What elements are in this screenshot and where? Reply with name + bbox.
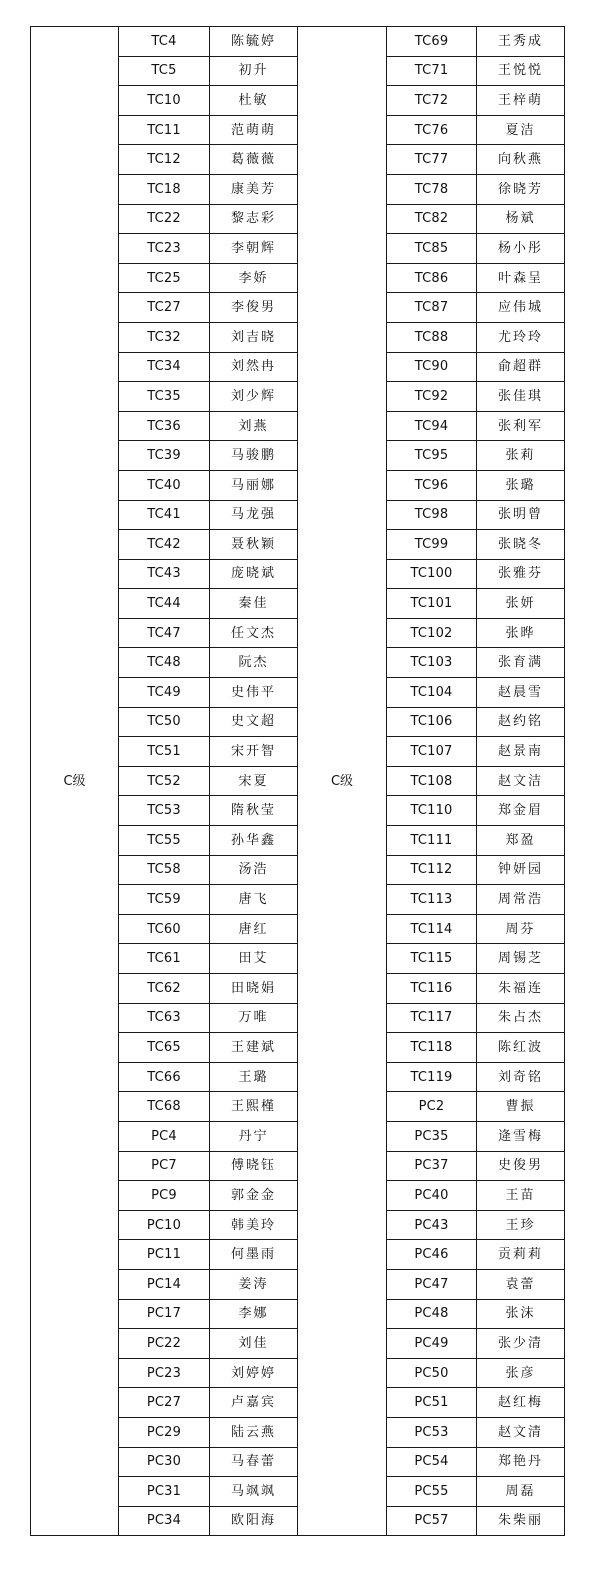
right-code-cell: TC88: [387, 322, 477, 352]
left-name-cell: 陈毓婷: [210, 27, 298, 57]
right-name-cell: 袁蕾: [477, 1269, 565, 1299]
left-name-cell: 丹宁: [210, 1121, 298, 1151]
right-grade-cell: C级: [298, 27, 387, 1536]
right-code-cell: TC119: [387, 1062, 477, 1092]
left-code-cell: TC50: [119, 707, 210, 737]
left-code-cell: PC29: [119, 1417, 210, 1447]
right-code-cell: TC95: [387, 441, 477, 471]
right-name-cell: 贡莉莉: [477, 1240, 565, 1270]
left-grade-cell: C级: [31, 27, 119, 1536]
left-name-cell: 韩美玲: [210, 1210, 298, 1240]
right-code-cell: TC110: [387, 796, 477, 826]
left-code-cell: PC11: [119, 1240, 210, 1270]
right-name-cell: 赵红梅: [477, 1388, 565, 1418]
right-name-cell: 张莉: [477, 441, 565, 471]
right-code-cell: TC78: [387, 174, 477, 204]
right-name-cell: 郑盈: [477, 826, 565, 856]
left-name-cell: 刘佳: [210, 1329, 298, 1359]
left-name-cell: 初升: [210, 56, 298, 86]
table-row: [31, 27, 565, 57]
left-code-cell: TC27: [119, 293, 210, 323]
right-code-cell: PC37: [387, 1151, 477, 1181]
left-code-cell: TC68: [119, 1092, 210, 1122]
left-name-cell: 孙华鑫: [210, 826, 298, 856]
left-code-cell: TC53: [119, 796, 210, 826]
left-code-cell: TC62: [119, 974, 210, 1004]
right-code-cell: TC82: [387, 204, 477, 234]
roster-body: [31, 27, 565, 1536]
right-code-cell: TC117: [387, 1003, 477, 1033]
right-name-cell: 向秋燕: [477, 145, 565, 175]
right-name-cell: 赵文洁: [477, 766, 565, 796]
left-name-cell: 李娇: [210, 263, 298, 293]
left-name-cell: 何墨雨: [210, 1240, 298, 1270]
right-code-cell: TC90: [387, 352, 477, 382]
left-code-cell: TC61: [119, 944, 210, 974]
right-code-cell: PC49: [387, 1329, 477, 1359]
left-code-cell: TC22: [119, 204, 210, 234]
left-name-cell: 史文超: [210, 707, 298, 737]
left-code-cell: PC9: [119, 1181, 210, 1211]
right-name-cell: 张利军: [477, 411, 565, 441]
right-code-cell: PC51: [387, 1388, 477, 1418]
left-name-cell: 刘少辉: [210, 382, 298, 412]
right-name-cell: 周磊: [477, 1477, 565, 1507]
right-code-cell: PC55: [387, 1477, 477, 1507]
right-name-cell: 杨小彤: [477, 234, 565, 264]
right-name-cell: 张明曾: [477, 500, 565, 530]
left-name-cell: 黎志彩: [210, 204, 298, 234]
left-name-cell: 葛薇薇: [210, 145, 298, 175]
left-name-cell: 郭金金: [210, 1181, 298, 1211]
left-code-cell: TC41: [119, 500, 210, 530]
right-code-cell: TC112: [387, 855, 477, 885]
left-code-cell: TC34: [119, 352, 210, 382]
right-code-cell: PC57: [387, 1506, 477, 1536]
left-code-cell: TC49: [119, 678, 210, 708]
right-name-cell: 夏洁: [477, 115, 565, 145]
right-name-cell: 王秀成: [477, 27, 565, 57]
right-name-cell: 王苗: [477, 1181, 565, 1211]
right-code-cell: TC94: [387, 411, 477, 441]
right-name-cell: 周常浩: [477, 885, 565, 915]
left-code-cell: TC40: [119, 470, 210, 500]
right-code-cell: TC87: [387, 293, 477, 323]
right-name-cell: 王梓萌: [477, 86, 565, 116]
left-name-cell: 刘吉晓: [210, 322, 298, 352]
left-name-cell: 李娜: [210, 1299, 298, 1329]
left-name-cell: 任文杰: [210, 618, 298, 648]
right-name-cell: 张妍: [477, 589, 565, 619]
left-name-cell: 马骏鹏: [210, 441, 298, 471]
left-name-cell: 王熙槿: [210, 1092, 298, 1122]
left-name-cell: 傅晓钰: [210, 1151, 298, 1181]
left-name-cell: 阮杰: [210, 648, 298, 678]
right-code-cell: TC108: [387, 766, 477, 796]
left-name-cell: 田晓娟: [210, 974, 298, 1004]
right-name-cell: 王悦悦: [477, 56, 565, 86]
right-code-cell: PC35: [387, 1121, 477, 1151]
left-code-cell: TC47: [119, 618, 210, 648]
left-code-cell: TC23: [119, 234, 210, 264]
right-code-cell: PC2: [387, 1092, 477, 1122]
left-name-cell: 姜涛: [210, 1269, 298, 1299]
right-name-cell: 曹振: [477, 1092, 565, 1122]
right-code-cell: TC69: [387, 27, 477, 57]
right-name-cell: 张佳琪: [477, 382, 565, 412]
right-code-cell: TC115: [387, 944, 477, 974]
left-code-cell: TC63: [119, 1003, 210, 1033]
left-name-cell: 范萌萌: [210, 115, 298, 145]
left-code-cell: PC23: [119, 1358, 210, 1388]
right-name-cell: 尤玲玲: [477, 322, 565, 352]
right-code-cell: TC101: [387, 589, 477, 619]
right-code-cell: TC92: [387, 382, 477, 412]
right-code-cell: PC48: [387, 1299, 477, 1329]
roster-table: [30, 26, 565, 1536]
left-code-cell: TC35: [119, 382, 210, 412]
left-code-cell: PC17: [119, 1299, 210, 1329]
right-name-cell: 陈红波: [477, 1033, 565, 1063]
left-name-cell: 康美芳: [210, 174, 298, 204]
left-name-cell: 史伟平: [210, 678, 298, 708]
right-code-cell: TC85: [387, 234, 477, 264]
right-code-cell: TC76: [387, 115, 477, 145]
left-name-cell: 隋秋莹: [210, 796, 298, 826]
left-code-cell: PC31: [119, 1477, 210, 1507]
left-name-cell: 欧阳海: [210, 1506, 298, 1536]
right-code-cell: TC116: [387, 974, 477, 1004]
right-name-cell: 张晓冬: [477, 530, 565, 560]
right-code-cell: TC114: [387, 914, 477, 944]
left-name-cell: 马龙强: [210, 500, 298, 530]
left-name-cell: 陆云燕: [210, 1417, 298, 1447]
left-name-cell: 王璐: [210, 1062, 298, 1092]
left-name-cell: 刘燕: [210, 411, 298, 441]
right-code-cell: PC46: [387, 1240, 477, 1270]
right-code-cell: TC104: [387, 678, 477, 708]
right-name-cell: 俞超群: [477, 352, 565, 382]
right-name-cell: 徐晓芳: [477, 174, 565, 204]
right-name-cell: 赵约铭: [477, 707, 565, 737]
right-code-cell: TC107: [387, 737, 477, 767]
left-name-cell: 唐红: [210, 914, 298, 944]
left-code-cell: PC4: [119, 1121, 210, 1151]
left-code-cell: TC25: [119, 263, 210, 293]
right-name-cell: 张育满: [477, 648, 565, 678]
left-code-cell: PC30: [119, 1447, 210, 1477]
left-code-cell: TC51: [119, 737, 210, 767]
right-code-cell: PC47: [387, 1269, 477, 1299]
left-code-cell: PC7: [119, 1151, 210, 1181]
right-name-cell: 周芬: [477, 914, 565, 944]
right-name-cell: 史俊男: [477, 1151, 565, 1181]
right-code-cell: TC100: [387, 559, 477, 589]
right-name-cell: 郑艳丹: [477, 1447, 565, 1477]
right-name-cell: 张璐: [477, 470, 565, 500]
right-code-cell: TC113: [387, 885, 477, 915]
right-code-cell: PC50: [387, 1358, 477, 1388]
left-name-cell: 汤浩: [210, 855, 298, 885]
left-name-cell: 聂秋颖: [210, 530, 298, 560]
right-name-cell: 王珍: [477, 1210, 565, 1240]
right-code-cell: TC96: [387, 470, 477, 500]
left-code-cell: TC11: [119, 115, 210, 145]
right-name-cell: 逄雪梅: [477, 1121, 565, 1151]
left-name-cell: 卢嘉宾: [210, 1388, 298, 1418]
left-name-cell: 王建斌: [210, 1033, 298, 1063]
right-code-cell: PC43: [387, 1210, 477, 1240]
right-name-cell: 应伟城: [477, 293, 565, 323]
right-code-cell: TC77: [387, 145, 477, 175]
right-name-cell: 钟妍园: [477, 855, 565, 885]
right-code-cell: PC54: [387, 1447, 477, 1477]
right-code-cell: TC71: [387, 56, 477, 86]
right-code-cell: TC72: [387, 86, 477, 116]
right-code-cell: TC98: [387, 500, 477, 530]
left-name-cell: 宋开智: [210, 737, 298, 767]
left-name-cell: 马丽娜: [210, 470, 298, 500]
left-code-cell: PC10: [119, 1210, 210, 1240]
right-code-cell: TC118: [387, 1033, 477, 1063]
left-name-cell: 宋夏: [210, 766, 298, 796]
right-name-cell: 朱柴丽: [477, 1506, 565, 1536]
left-code-cell: TC60: [119, 914, 210, 944]
left-code-cell: PC27: [119, 1388, 210, 1418]
left-code-cell: TC43: [119, 559, 210, 589]
left-code-cell: TC18: [119, 174, 210, 204]
right-name-cell: 杨斌: [477, 204, 565, 234]
right-name-cell: 张彦: [477, 1358, 565, 1388]
left-code-cell: TC10: [119, 86, 210, 116]
right-name-cell: 张晔: [477, 618, 565, 648]
right-name-cell: 叶森呈: [477, 263, 565, 293]
left-name-cell: 庞晓斌: [210, 559, 298, 589]
right-name-cell: 赵文清: [477, 1417, 565, 1447]
right-name-cell: 赵晨雪: [477, 678, 565, 708]
left-code-cell: PC14: [119, 1269, 210, 1299]
left-name-cell: 杜敏: [210, 86, 298, 116]
left-name-cell: 李俊男: [210, 293, 298, 323]
left-code-cell: TC44: [119, 589, 210, 619]
right-name-cell: 朱福连: [477, 974, 565, 1004]
left-name-cell: 刘然冉: [210, 352, 298, 382]
left-code-cell: PC34: [119, 1506, 210, 1536]
left-code-cell: TC32: [119, 322, 210, 352]
left-code-cell: TC48: [119, 648, 210, 678]
left-code-cell: TC66: [119, 1062, 210, 1092]
right-name-cell: 张沫: [477, 1299, 565, 1329]
right-name-cell: 赵景南: [477, 737, 565, 767]
left-code-cell: TC59: [119, 885, 210, 915]
left-code-cell: TC65: [119, 1033, 210, 1063]
left-name-cell: 刘婷婷: [210, 1358, 298, 1388]
left-code-cell: TC12: [119, 145, 210, 175]
left-code-cell: TC39: [119, 441, 210, 471]
right-name-cell: 刘奇铭: [477, 1062, 565, 1092]
right-code-cell: TC103: [387, 648, 477, 678]
right-code-cell: PC53: [387, 1417, 477, 1447]
right-name-cell: 周锡芝: [477, 944, 565, 974]
left-code-cell: TC5: [119, 56, 210, 86]
right-code-cell: TC106: [387, 707, 477, 737]
left-code-cell: TC58: [119, 855, 210, 885]
right-code-cell: TC111: [387, 826, 477, 856]
right-name-cell: 张雅芬: [477, 559, 565, 589]
left-code-cell: TC36: [119, 411, 210, 441]
right-name-cell: 郑金眉: [477, 796, 565, 826]
left-name-cell: 田艾: [210, 944, 298, 974]
right-name-cell: 朱占杰: [477, 1003, 565, 1033]
left-code-cell: PC22: [119, 1329, 210, 1359]
left-name-cell: 马春蕾: [210, 1447, 298, 1477]
right-code-cell: TC99: [387, 530, 477, 560]
left-name-cell: 唐飞: [210, 885, 298, 915]
left-name-cell: 万唯: [210, 1003, 298, 1033]
left-name-cell: 马飒飒: [210, 1477, 298, 1507]
left-name-cell: 李朝辉: [210, 234, 298, 264]
right-code-cell: PC40: [387, 1181, 477, 1211]
right-name-cell: 张少清: [477, 1329, 565, 1359]
left-code-cell: TC52: [119, 766, 210, 796]
right-code-cell: TC102: [387, 618, 477, 648]
left-code-cell: TC4: [119, 27, 210, 57]
left-code-cell: TC42: [119, 530, 210, 560]
left-code-cell: TC55: [119, 826, 210, 856]
left-name-cell: 秦佳: [210, 589, 298, 619]
right-code-cell: TC86: [387, 263, 477, 293]
